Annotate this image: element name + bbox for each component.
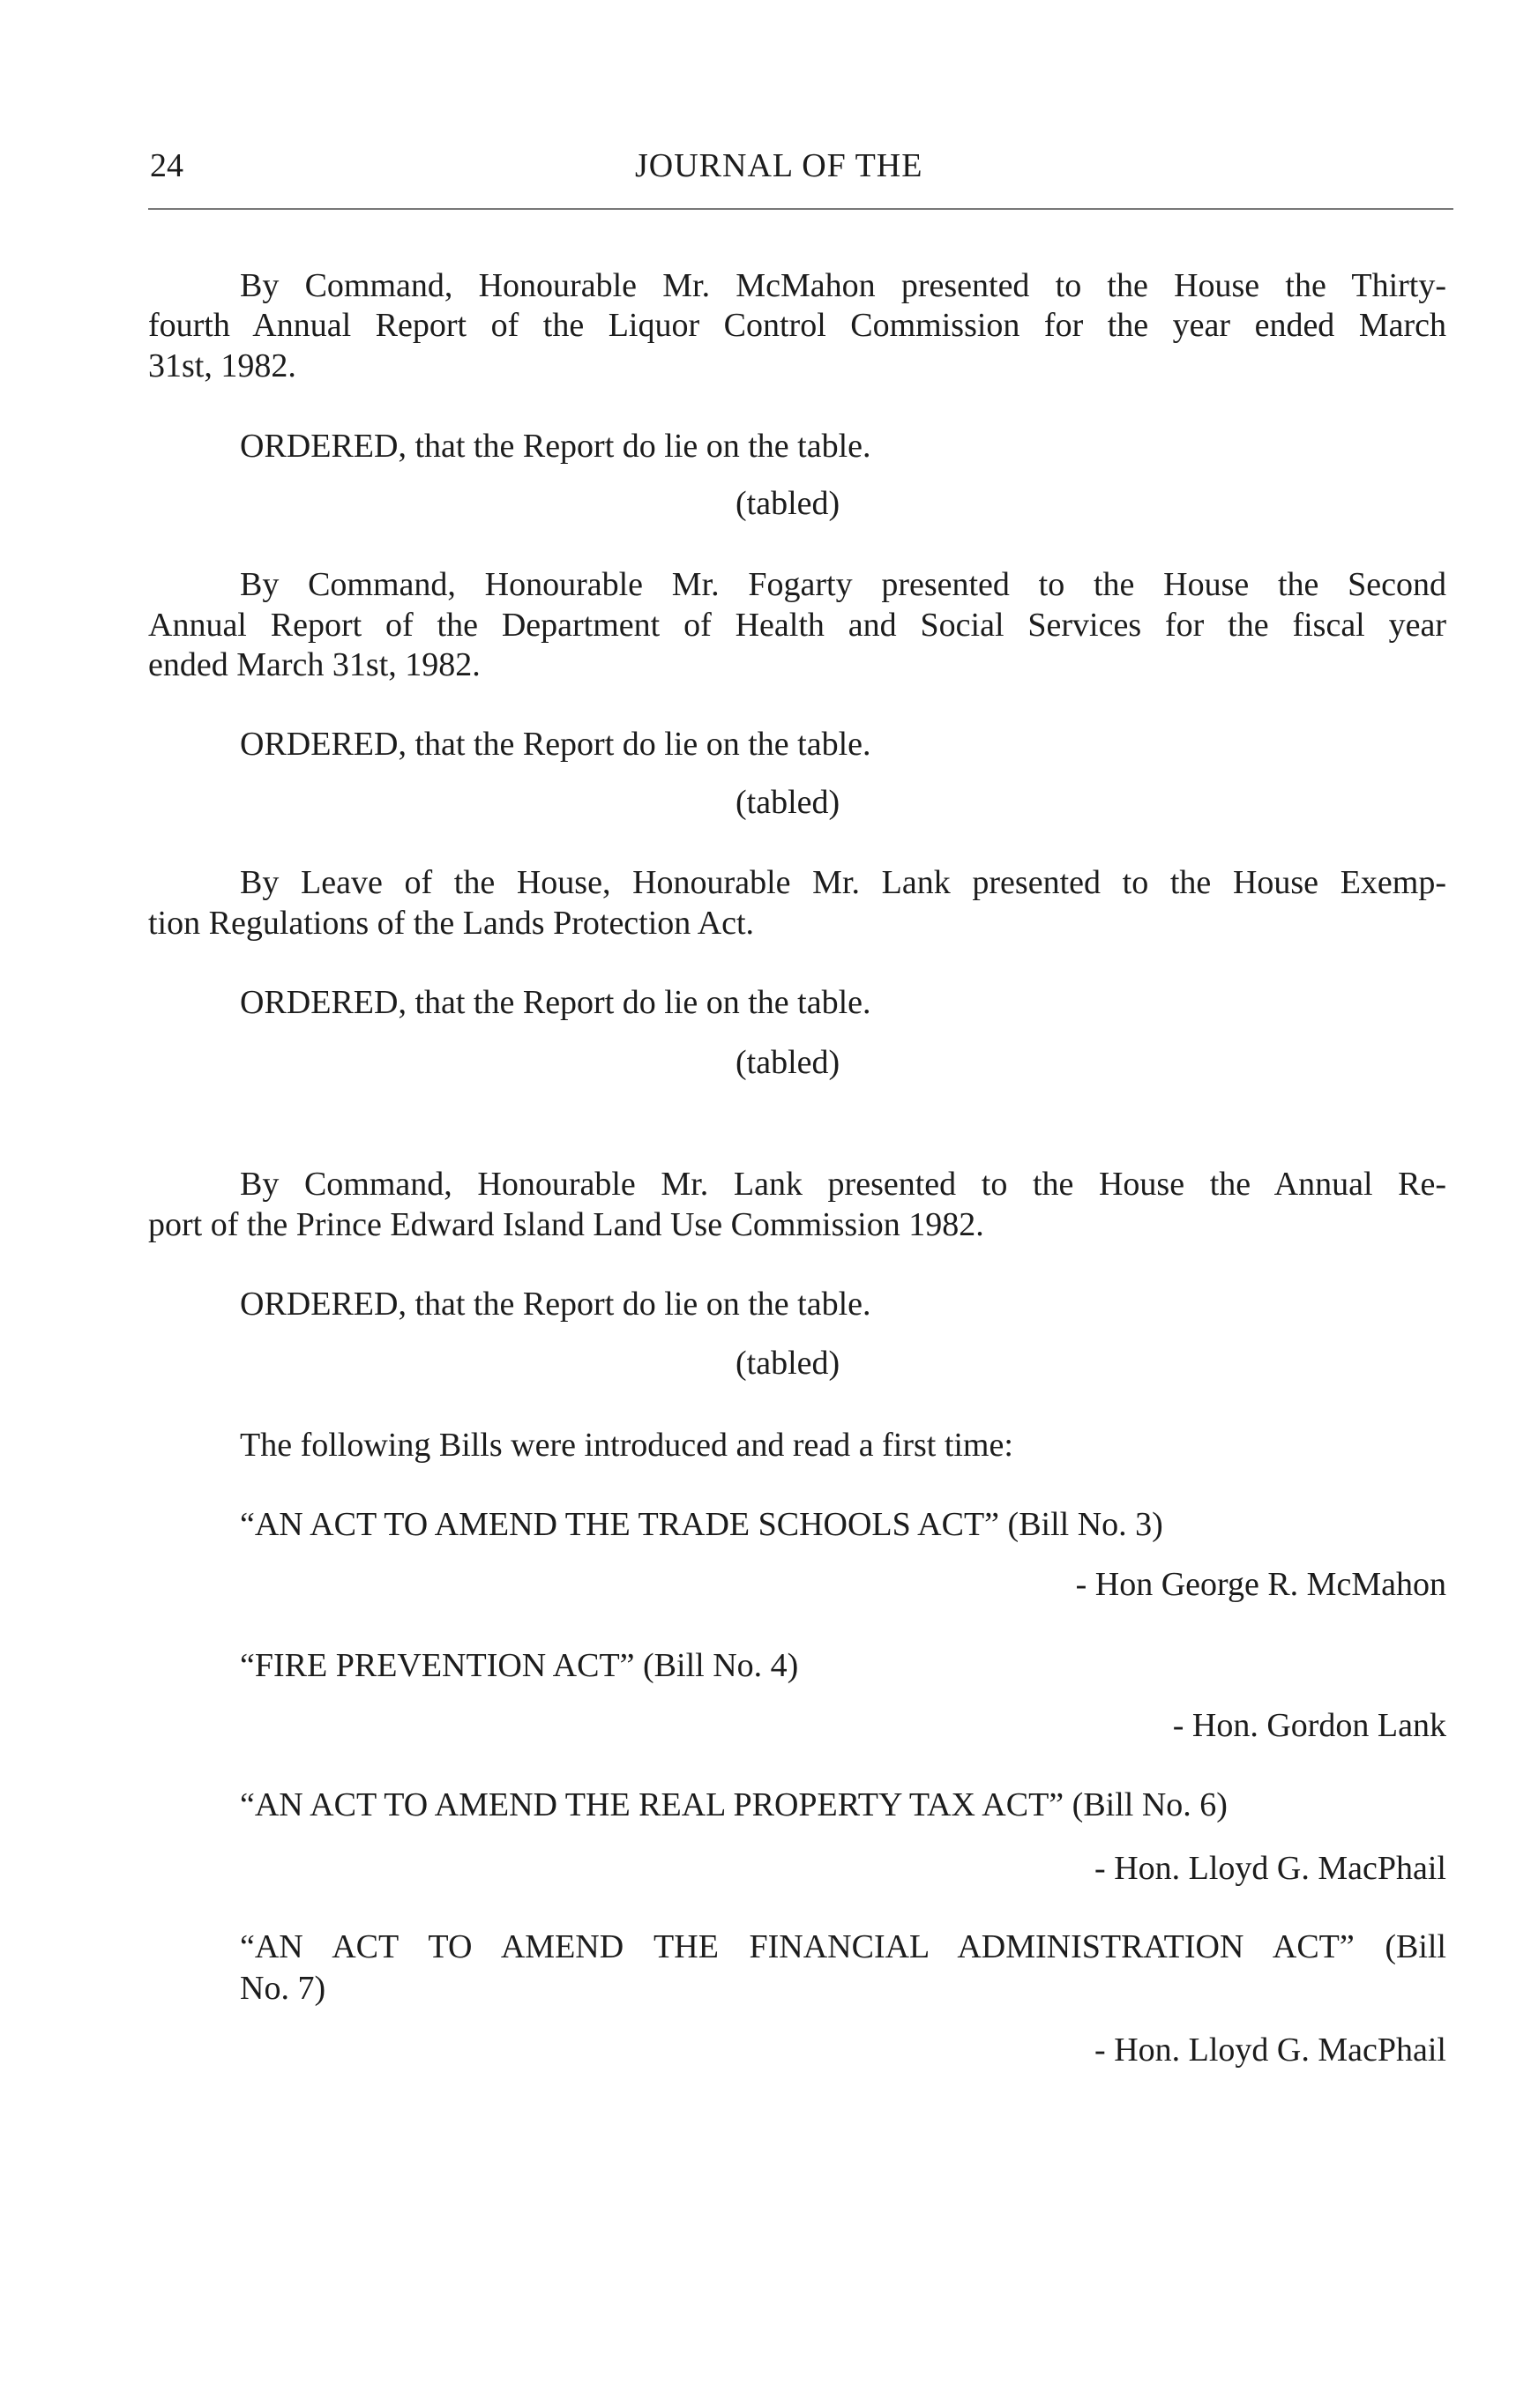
bill-2-title: “FIRE PREVENTION ACT” (Bill No. 4)	[240, 1647, 799, 1684]
entry-1-line-1: By Command, Honourable Mr. McMahon presented to the House the Thirty-	[240, 267, 1446, 304]
header-rule	[148, 208, 1453, 210]
bill-4-title-line-2: No. 7)	[240, 1970, 326, 2007]
entry-4-tabled: (tabled)	[736, 1345, 840, 1382]
entry-1-line-2: fourth Annual Report of the Liquor Control Commission for the year ended March	[148, 307, 1446, 344]
entry-4-ordered: ORDERED, that the Report do lie on the table.	[240, 1286, 871, 1323]
entry-1-line-3: 31st, 1982.	[148, 347, 296, 384]
page-number: 24	[150, 147, 183, 184]
entry-2-line-1: By Command, Honourable Mr. Fogarty presented to the House the Second	[240, 566, 1446, 603]
bill-4-title-line-1: “AN ACT TO AMEND THE FINANCIAL ADMINISTRATION ACT” (Bill	[240, 1928, 1446, 1965]
bill-1-sponsor: - Hon George R. McMahon	[1075, 1566, 1446, 1603]
entry-1-tabled: (tabled)	[736, 485, 840, 522]
entry-1-ordered: ORDERED, that the Report do lie on the table.	[240, 428, 871, 465]
entry-2-tabled: (tabled)	[736, 784, 840, 821]
bill-3-title: “AN ACT TO AMEND THE REAL PROPERTY TAX ACT” (Bill No. 6)	[240, 1786, 1228, 1823]
entry-3-tabled: (tabled)	[736, 1044, 840, 1081]
entry-3-line-1: By Leave of the House, Honourable Mr. Lank presented to the House Exemp-	[240, 864, 1446, 901]
entry-2-line-2: Annual Report of the Department of Health and Social Services for the fiscal year	[148, 607, 1446, 644]
bills-intro: The following Bills were introduced and read a first time:	[240, 1427, 1013, 1464]
entry-4-line-1: By Command, Honourable Mr. Lank presented to the House the Annual Re-	[240, 1166, 1446, 1203]
entry-2-line-3: ended March 31st, 1982.	[148, 646, 481, 683]
entry-2-ordered: ORDERED, that the Report do lie on the table.	[240, 726, 871, 763]
entry-3-line-2: tion Regulations of the Lands Protection Act.	[148, 905, 755, 942]
entry-4-line-2: port of the Prince Edward Island Land Use Commission 1982.	[148, 1206, 984, 1243]
running-title: JOURNAL OF THE	[635, 147, 923, 184]
bill-1-title: “AN ACT TO AMEND THE TRADE SCHOOLS ACT” (Bill No. 3)	[240, 1506, 1163, 1543]
bill-4-sponsor: - Hon. Lloyd G. MacPhail	[1094, 2032, 1446, 2069]
bill-3-sponsor: - Hon. Lloyd G. MacPhail	[1094, 1850, 1446, 1887]
bill-2-sponsor: - Hon. Gordon Lank	[1172, 1707, 1446, 1744]
entry-3-ordered: ORDERED, that the Report do lie on the table.	[240, 984, 871, 1021]
